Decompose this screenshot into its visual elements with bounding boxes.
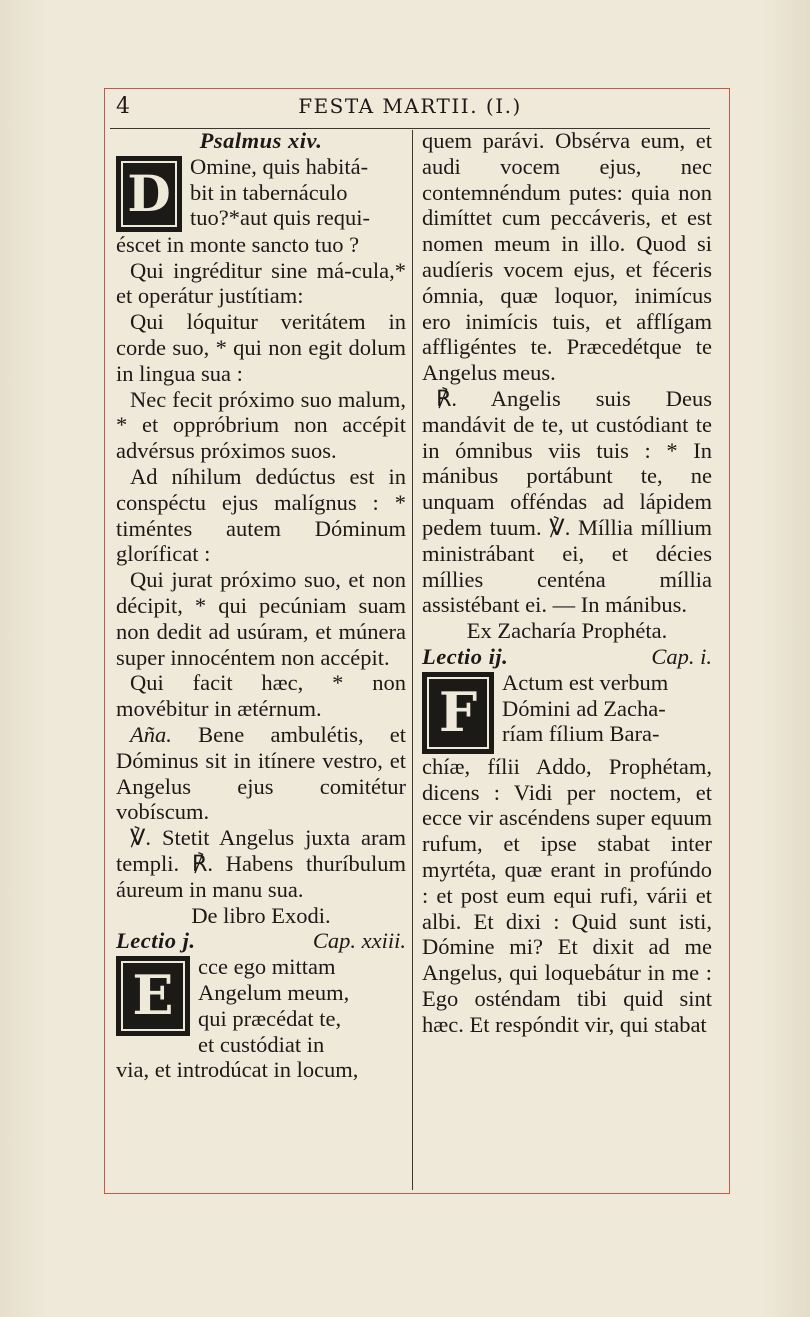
psalm-line-4: éscet in monte sancto tuo ? <box>116 231 360 257</box>
left-column <box>116 128 406 1083</box>
versicle <box>116 825 406 902</box>
psalm-opening <box>116 154 406 258</box>
lectio-continuation: quem parávi. Obsérva eum, et audi vocem ejus, nec contemnéndum putes: quia non dimíttet cum peccáveris, et est nomen meum in illo. Quod si audíeris vocem ejus, et féceris ómnia, quæ loquor, inimícus ero inimícis tuis, et afflígam affligéntes te. Præcedétque te Angelus meus. <box>422 128 712 386</box>
lectio-line-2: Angelum meum, <box>198 979 350 1005</box>
verse-5: Ad níhilum dedúctus est in conspéctu ejus malígnus : * timéntes autem Dóminum gloríficat : <box>116 463 406 567</box>
antiphon <box>116 722 406 825</box>
response-symbol: ℟. <box>191 850 213 876</box>
verse-4: Nec fecit próximo suo malum, * et oppróbrium non accépit advérsus próximos suos. <box>116 386 406 464</box>
chapter-label: Cap. xxiii. <box>312 928 406 954</box>
responsory-symbol: ℟. <box>436 385 458 411</box>
page-number: 4 <box>116 94 130 119</box>
antiphon-label: Aña. <box>130 721 172 747</box>
versicle-text: Míllia míllium ministrábant ei, et décies míllies centéna míllia assistébant ei. — In mánibus. <box>422 514 713 618</box>
versicle-symbol: ℣. <box>549 514 571 540</box>
psalm-line-3: tuo?*aut quis requi- <box>190 205 370 231</box>
psalm-line-1: Omine, quis habitá- <box>190 153 369 179</box>
lectio-line-5: via, et introdúcat in locum, <box>116 1057 359 1083</box>
response-text: Habens thuríbulum áureum in manu sua. <box>116 850 407 902</box>
source-title-exodus: De libro Exodi. <box>191 902 331 928</box>
responsory <box>422 386 712 618</box>
lectio-line-3: qui præcédat te, <box>198 1005 342 1031</box>
chapter-label: Cap. i. <box>651 643 712 669</box>
verse-7: Qui facit hæc, * non movébitur in ætérnum. <box>116 670 406 722</box>
lectio-line-1: cce ego mittam <box>198 954 336 980</box>
lectio-label: Lectio j. <box>116 928 196 954</box>
lectio-heading <box>116 928 406 954</box>
lectio-opening <box>116 954 406 1083</box>
lectio-line-3: ríam fílium Bara- <box>502 721 660 747</box>
lectio-heading <box>422 644 712 670</box>
psalm-line-2: bit in tabernáculo <box>190 179 348 205</box>
right-column <box>422 128 712 1038</box>
column-divider <box>412 130 413 1190</box>
lectio-body: chíæ, fílii Addo, Prophétam, dicens : Vidi per noctem, et ecce vir ascéndens super equum rufum, et ipse stabat inter myrtéta, quæ erant in profúndo : et post eum equi rufi, várii et albi. Et dixi : Quid sunt isti, Dómine mi? Et dixit ad me Angelus, qui loquebátur in me : Ego osténdam tibi quid sint hæc. Et respóndit vir, qui stabat <box>422 753 712 1037</box>
running-head: FESTA MARTII. (I.) <box>298 94 522 118</box>
versicle-text: Stetit Angelus juxta aram templi. <box>116 825 406 876</box>
responsory-text: Angelis suis Deus mandávit de te, ut custódiant te in ómnibus viis tuis : * In mánibus portábunt te, ne unquam offéndas ad lápidem pedem tuum. <box>422 385 712 540</box>
dropcap-f-icon: F <box>422 672 494 754</box>
antiphon-text: Bene ambulétis, et Dóminus sit in itínere vestro, et Angelus ejus comitétur vobíscum. <box>116 721 407 825</box>
dropcap-d-icon: D <box>116 156 182 232</box>
source-title-zacharia: Ex Zacharía Prophéta. <box>466 618 668 644</box>
verse-6: Qui jurat próximo suo, et non décipit, * qui pecúniam suam non dedit ad usúram, et múnera super innocéntem non accépit. <box>116 567 406 670</box>
lectio-line-1: Actum est verbum <box>502 669 669 695</box>
lectio-opening <box>422 670 712 1038</box>
page-header <box>104 94 716 128</box>
lectio-line-2: Dómini ad Zacha- <box>502 695 666 721</box>
lectio-label: Lectio ij. <box>422 643 509 669</box>
verse-3: Qui lóquitur veritátem in corde suo, * qui non egit dolum in lingua sua : <box>116 309 406 386</box>
psalm-heading: Psalmus xiv. <box>199 128 323 153</box>
dropcap-e-icon: E <box>116 956 190 1036</box>
verse-2: Qui ingréditur sine má-cula,* et operátur justítiam: <box>116 257 406 309</box>
versicle-symbol: ℣. <box>130 825 152 851</box>
lectio-line-4: et custódiat in <box>198 1031 325 1057</box>
